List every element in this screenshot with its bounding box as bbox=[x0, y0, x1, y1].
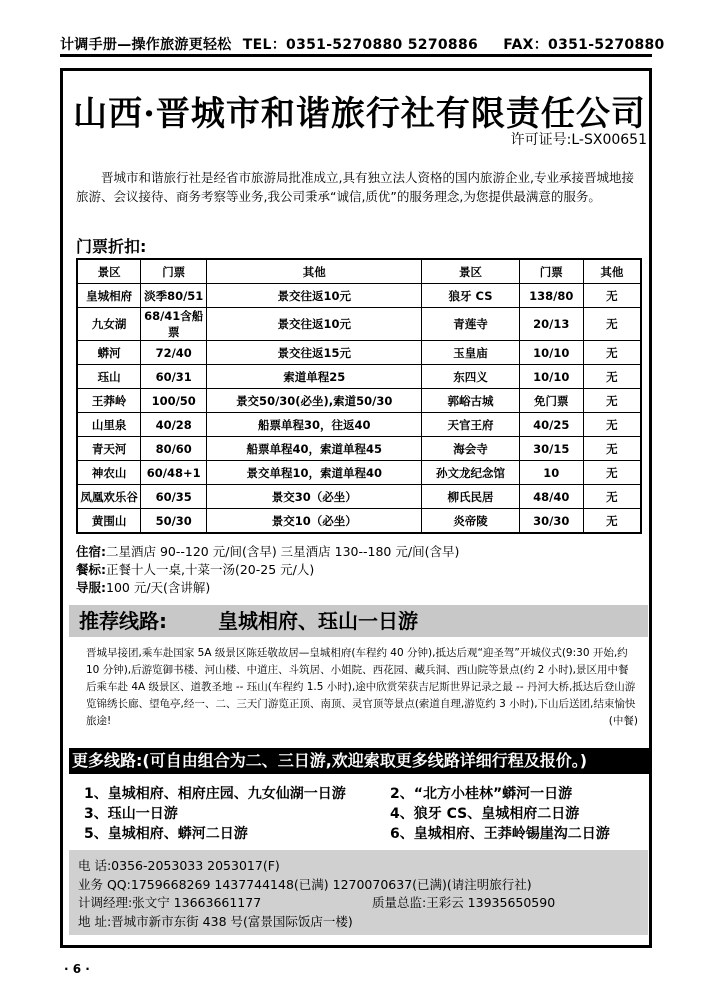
table-cell: 50/30 bbox=[141, 509, 207, 534]
table-header-cell: 景区 bbox=[422, 259, 520, 284]
table-cell: 蟒河 bbox=[77, 341, 141, 365]
table-cell: 无 bbox=[583, 308, 641, 341]
table-cell: 30/30 bbox=[519, 509, 583, 534]
table-row bbox=[77, 308, 641, 341]
table-row bbox=[77, 413, 641, 437]
lodging-info bbox=[76, 542, 459, 560]
table-cell: 无 bbox=[583, 461, 641, 485]
contact-qq: 业务 QQ:1759668269 1437744148(已满) 1270070637(已满)(请注明旅行社) bbox=[78, 877, 532, 892]
table-cell: 景交往返15元 bbox=[207, 341, 422, 365]
table-cell: 免门票 bbox=[519, 389, 583, 413]
contact-supervisor: 质量总监:王彩云 13935650590 bbox=[372, 895, 556, 910]
table-cell: 无 bbox=[583, 509, 641, 534]
table-cell: 30/15 bbox=[519, 437, 583, 461]
guide-text: 100 元/天(含讲解) bbox=[106, 580, 211, 595]
table-header-cell: 其他 bbox=[207, 259, 422, 284]
table-cell: 无 bbox=[583, 413, 641, 437]
table-cell: 王莽岭 bbox=[77, 389, 141, 413]
table-cell: 青莲寺 bbox=[422, 308, 520, 341]
table-cell: 无 bbox=[583, 341, 641, 365]
table-header-row bbox=[77, 259, 641, 284]
meals-label: 餐标: bbox=[76, 562, 106, 577]
table-cell: 40/28 bbox=[141, 413, 207, 437]
header-fax: FAX：0351-5270880 bbox=[503, 37, 665, 53]
table-row bbox=[77, 365, 641, 389]
table-cell: 珏山 bbox=[77, 365, 141, 389]
table-cell: 景交30（必坐） bbox=[207, 485, 422, 509]
meals-info bbox=[76, 560, 314, 578]
guide-label: 导服: bbox=[76, 580, 106, 595]
table-cell: 景交往返10元 bbox=[207, 308, 422, 341]
table-cell: 山里泉 bbox=[77, 413, 141, 437]
header-slogan: 计调手册—操作旅游更轻松 bbox=[60, 37, 232, 53]
contact-address: 地 址:晋城市新市东街 438 号(富景国际饭店一楼) bbox=[78, 914, 353, 929]
table-cell: 60/31 bbox=[141, 365, 207, 389]
recommend-description bbox=[86, 645, 638, 730]
lodging-label: 住宿: bbox=[76, 544, 106, 559]
table-header-cell: 其他 bbox=[583, 259, 641, 284]
table-cell: 青天河 bbox=[77, 437, 141, 461]
table-cell: 炎帝陵 bbox=[422, 509, 520, 534]
table-cell: 10/10 bbox=[519, 365, 583, 389]
route-item: 3、珏山一日游 bbox=[84, 806, 178, 822]
table-cell: 无 bbox=[583, 485, 641, 509]
table-cell: 无 bbox=[583, 437, 641, 461]
tickets-label: 门票折扣: bbox=[76, 237, 147, 256]
route-item: 4、狼牙 CS、皇城相府二日游 bbox=[390, 806, 580, 822]
table-cell: 凤凰欢乐谷 bbox=[77, 485, 141, 509]
table-cell: 10 bbox=[519, 461, 583, 485]
table-cell: 九女湖 bbox=[77, 308, 141, 341]
recommend-meal-note: (中餐) bbox=[608, 715, 638, 727]
table-cell: 黄围山 bbox=[77, 509, 141, 534]
company-intro: 晋城市和谐旅行社是经省市旅游局批准成立,具有独立法人资格的国内旅游企业,专业承接晋城地接旅游、会议接待、商务考察等业务,我公司秉承“诚信,质优”的服务理念,为您提供最满意的服务。 bbox=[76, 170, 634, 204]
table-cell: 68/41含船票 bbox=[141, 308, 207, 341]
table-cell: 船票单程40，索道单程45 bbox=[207, 437, 422, 461]
table-cell: 柳氏民居 bbox=[422, 485, 520, 509]
table-cell: 淡季80/51 bbox=[141, 284, 207, 308]
table-cell: 60/35 bbox=[141, 485, 207, 509]
company-name: 山西·晋城市和谐旅行社有限责任公司 bbox=[73, 94, 646, 134]
contact-manager: 计调经理:张文宁 13663661177 bbox=[78, 895, 262, 910]
table-cell: 无 bbox=[583, 284, 641, 308]
table-cell: 10/10 bbox=[519, 341, 583, 365]
table-cell: 60/48+1 bbox=[141, 461, 207, 485]
table-cell: 天官王府 bbox=[422, 413, 520, 437]
table-cell: 皇城相府 bbox=[77, 284, 141, 308]
table-row bbox=[77, 284, 641, 308]
table-row bbox=[77, 461, 641, 485]
table-cell: 景交10（必坐） bbox=[207, 509, 422, 534]
table-cell: 狼牙 CS bbox=[422, 284, 520, 308]
table-cell: 东四义 bbox=[422, 365, 520, 389]
table-cell: 80/60 bbox=[141, 437, 207, 461]
table-cell: 20/13 bbox=[519, 308, 583, 341]
table-cell: 100/50 bbox=[141, 389, 207, 413]
table-cell: 无 bbox=[583, 389, 641, 413]
recommend-text: 晋城早接团,乘车赴国家 5A 级景区陈廷敬故居—皇城相府(车程约 40 分钟),抵达后观“迎圣驾”开城仪式(9:30 开始,约 10 分钟),后游览御书楼、河山楼、中道庄、斗筑居、小姐院、西花园、藏兵洞、西山院等景点(约 2 小时),景区用中餐后乘车赴 4A 级景区、道教圣地 -- 珏山(车程约 1.5 小时),途中欣赏荣获吉尼斯世界记录之最 -- 丹河大桥,抵达后登山游览锦绣长廊、望龟亭,经一、二、三天门游览正顶、南顶、灵官顶等景点(索道自理,游览约 3 小时),下山后送团,结束愉快旅途! bbox=[86, 647, 636, 727]
header-strip bbox=[60, 34, 665, 57]
table-cell: 72/40 bbox=[141, 341, 207, 365]
table-row bbox=[77, 341, 641, 365]
more-routes-bar: 更多线路:(可自由组合为二、三日游,欢迎索取更多线路详细行程及报价。) bbox=[69, 748, 652, 774]
license-number: 许可证号:L-SX00651 bbox=[510, 132, 647, 148]
table-cell: 玉皇庙 bbox=[422, 341, 520, 365]
table-row bbox=[77, 437, 641, 461]
recommend-label: 推荐线路: bbox=[79, 609, 167, 633]
table-cell: 40/25 bbox=[519, 413, 583, 437]
table-cell: 郭峪古城 bbox=[422, 389, 520, 413]
route-item: 1、皇城相府、相府庄园、九女仙湖一日游 bbox=[84, 786, 346, 802]
table-cell: 海会寺 bbox=[422, 437, 520, 461]
table-row bbox=[77, 485, 641, 509]
guide-info bbox=[76, 578, 210, 596]
table-cell: 神农山 bbox=[77, 461, 141, 485]
recommend-title: 皇城相府、珏山一日游 bbox=[217, 609, 418, 633]
route-item: 6、皇城相府、王莽岭锡崖沟二日游 bbox=[390, 826, 610, 842]
ticket-table bbox=[76, 258, 642, 534]
table-row bbox=[77, 509, 641, 534]
table-cell: 船票单程30，往返40 bbox=[207, 413, 422, 437]
table-cell: 孙文龙纪念馆 bbox=[422, 461, 520, 485]
table-cell: 138/80 bbox=[519, 284, 583, 308]
table-cell: 景交50/30(必坐),索道50/30 bbox=[207, 389, 422, 413]
table-cell: 景交往返10元 bbox=[207, 284, 422, 308]
lodging-text: 二星酒店 90--120 元/间(含早) 三星酒店 130--180 元/间(含早) bbox=[106, 544, 460, 559]
table-header-cell: 门票 bbox=[519, 259, 583, 284]
table-cell: 48/40 bbox=[519, 485, 583, 509]
page-number: · 6 · bbox=[64, 962, 90, 976]
table-row bbox=[77, 389, 641, 413]
table-header-cell: 门票 bbox=[141, 259, 207, 284]
route-item: 2、“北方小桂林”蟒河一日游 bbox=[390, 786, 573, 802]
route-item: 5、皇城相府、蟒河二日游 bbox=[84, 826, 248, 842]
table-cell: 索道单程25 bbox=[207, 365, 422, 389]
header-tel: TEL：0351-5270880 5270886 bbox=[242, 37, 479, 53]
contact-phone: 电 话:0356-2053033 2053017(F) bbox=[78, 858, 280, 873]
meals-text: 正餐十人一桌,十菜一汤(20-25 元/人) bbox=[106, 562, 315, 577]
table-cell: 无 bbox=[583, 365, 641, 389]
recommend-bar bbox=[69, 605, 648, 637]
table-cell: 景交单程10，索道单程40 bbox=[207, 461, 422, 485]
table-header-cell: 景区 bbox=[77, 259, 141, 284]
